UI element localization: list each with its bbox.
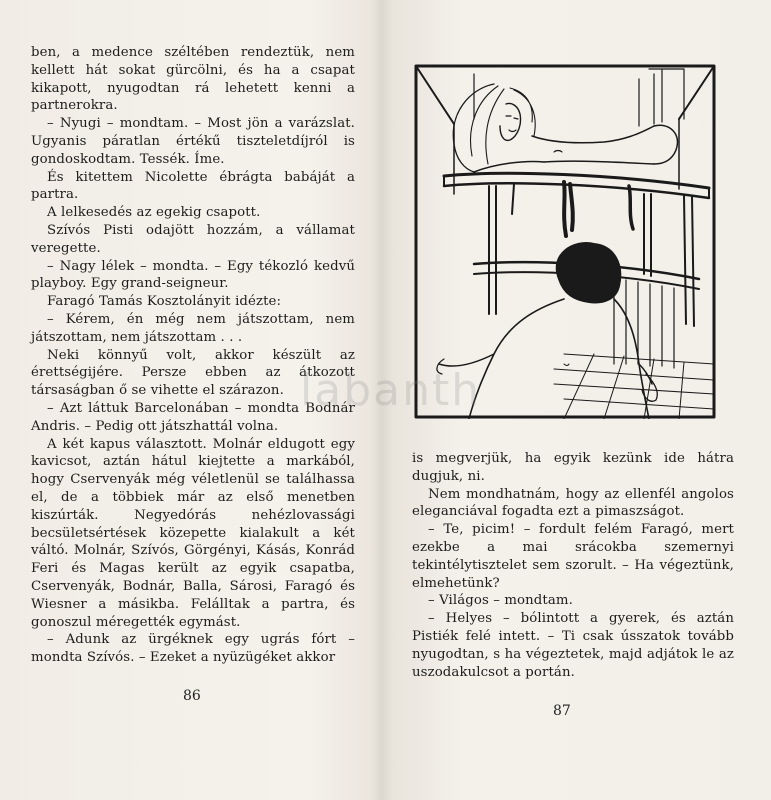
paragraph: – Azt láttuk Barcelonában – mondta Bodnár Andris. – Pedig ott játszhattál volna. xyxy=(31,400,355,434)
right-page-text xyxy=(412,450,734,681)
watermark: labanth xyxy=(300,365,482,416)
paragraph: – Helyes – bólintott a gyerek, és aztán Pistiék felé intett. – Ti csak ússzatok tovább nyugodtan, s ha végeztetek, majd adjátok le az uszodakulcsot a portán. xyxy=(412,611,734,680)
paragraph: A lelkesedés az egekig csapott. xyxy=(47,205,261,221)
right-page xyxy=(386,0,771,800)
illustration xyxy=(414,64,716,419)
paragraph: A két kapus választott. Molnár eldugott egy kavicsot, aztán hátul kiejtette a markából, hogy Cservenyák még véletlenül se találhassa el, de a többiek már az első menetben kiszúrták. Negyedórás nehézlovassági becsületsértések közepette kialakult a két váltó. Molnár, Szívós, Görgényi, Kásás, Konrád Feri és Magas került az egyik csapatba, Cservenyák, Bodnár, Balla, Sárosi, Faragó és Wiesner a másikba. Felálltak a partra, és gonoszul méregették egymást. xyxy=(31,436,355,630)
paragraph: ben, a medence széltében rendeztük, nem kellett hát sokat gürcölni, és ha a csapat kikapott, nyugodtan rá lehetett kenni a partnerokra. xyxy=(31,45,355,114)
paragraph: – Te, picim! – fordult felém Faragó, mert ezekbe a mai srácokba szemernyi tekintélytisztelet sem szorult. – Ha végeztünk, elmehetünk? xyxy=(412,522,734,591)
page-number: 86 xyxy=(183,688,201,704)
paragraph: – Kérem, én még nem játszottam, nem játszottam, nem játszottam . . . xyxy=(31,311,355,345)
paragraph: – Nyugi – mondtam. – Most jön a varázslat. Ugyanis páratlan értékű tiszteletdíjról is gondoskodtam. Tessék. Íme. xyxy=(31,116,355,167)
paragraph: És kitettem Nicolette ébrágta babáját a partra. xyxy=(31,169,355,203)
paragraph: Szívós Pisti odajött hozzám, a vállamat veregette. xyxy=(31,222,355,256)
paragraph: is megverjük, ha egyik kezünk ide hátra dugjuk, ni. xyxy=(412,451,734,484)
paragraph: Nem mondhatnám, hogy az ellenfél angolos eleganciával fogadta ezt a pimaszságot. xyxy=(412,486,734,520)
paragraph: Neki könnyű volt, akkor készült az érettségijére. Persze ebben az átkozott társaságban ő se vihette el szárazon. xyxy=(31,347,355,399)
paragraph: – Adunk az ürgéknek egy ugrás fórt – mondta Szívós. – Ezeket a nyüzügéket akkor xyxy=(31,632,355,666)
left-page xyxy=(0,0,385,800)
paragraph: – Nagy lélek – mondta. – Egy tékozló kedvű playboy. Egy grand-seigneur. xyxy=(31,258,355,292)
page-number: 87 xyxy=(553,703,571,719)
paragraph: – Világos – mondtam. xyxy=(428,593,573,609)
left-page-text xyxy=(31,44,355,667)
paragraph: Faragó Tamás Kosztolányit idézte: xyxy=(47,294,282,310)
